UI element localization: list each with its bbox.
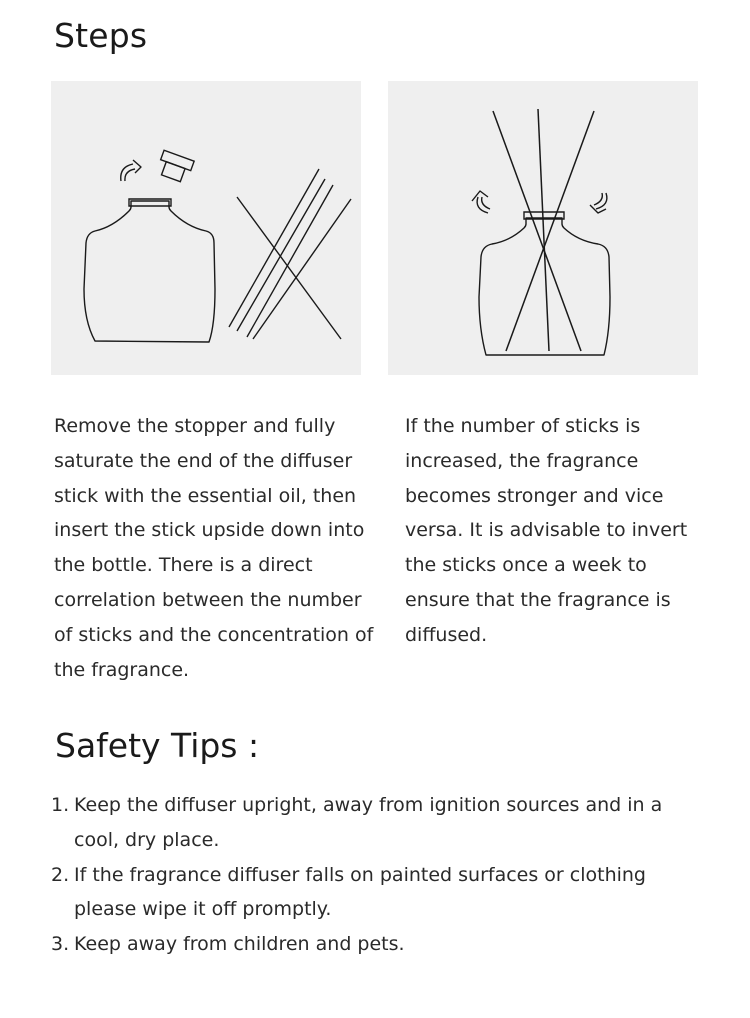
bottle-with-sticks-icon [388,81,698,375]
stopper-icon [156,150,194,183]
tip-text: Keep the diffuser upright, away from ignition sources and in a cool, dry place. [74,794,663,851]
list-item [51,858,691,928]
tip-number: 3. [51,933,70,956]
illustration-remove-stopper [51,81,361,375]
reed-sticks-icon [229,169,351,339]
tip-number: 1. [51,794,70,816]
steps-title: Steps [54,16,148,55]
rotate-arrow-icon [472,191,490,213]
tip-text: Keep away from children and pets. [74,933,405,956]
safety-tips-title: Safety Tips : [55,726,260,765]
rotate-arrow-icon [121,160,141,181]
safety-tips-list [51,788,691,962]
rotate-arrow-icon [590,193,607,213]
illustration-insert-sticks [388,81,698,375]
bottle-icon [51,81,361,375]
list-item [51,788,691,858]
tip-text: If the fragrance diffuser falls on painted surfaces or clothing please wipe it off promptly. [74,863,646,921]
tip-number: 2. [51,863,70,886]
steps-left-paragraph: Remove the stopper and fully saturate the end of the diffuser stick with the essential oil, then insert the stick upside down into the bottle. There is a direct correlation between the number of sticks and the concentration of the fragrance. [54,415,374,681]
steps-right-paragraph: If the number of sticks is increased, the fragrance becomes stronger and vice versa. It is advisable to invert the sticks once a week to ensure that the fragrance is diffused. [405,415,688,646]
list-item [51,927,691,962]
